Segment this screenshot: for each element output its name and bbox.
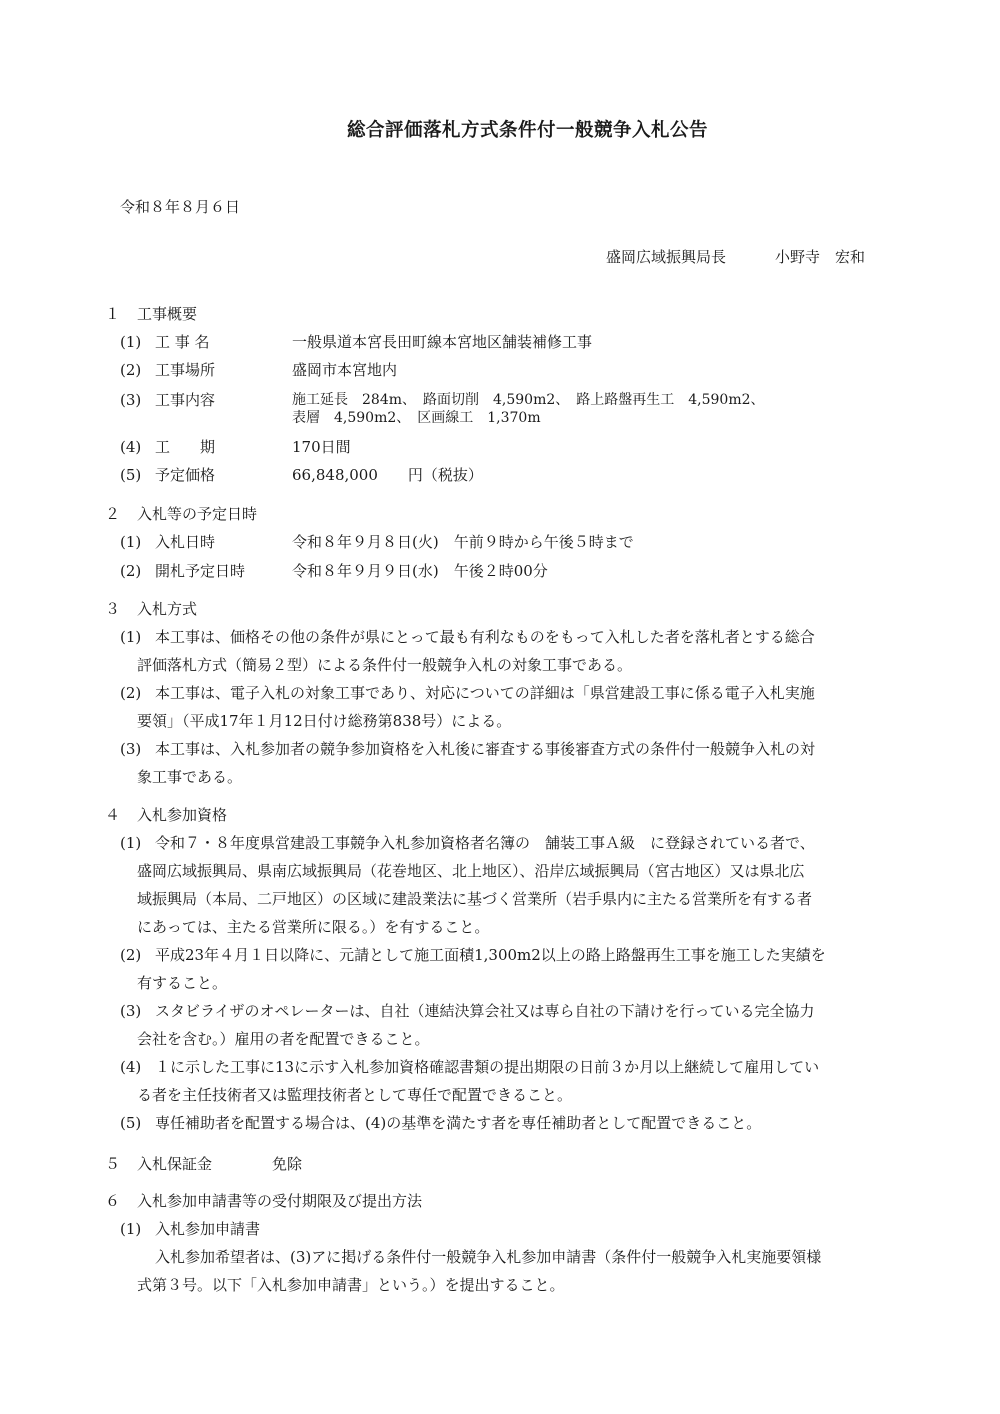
- item-text: 本工事は、入札参加者の競争参加資格を入札後に審査する事後審査方式の条件付一般競争入札の対: [155, 740, 816, 758]
- item-number: (3): [120, 391, 142, 409]
- section-number: ６: [105, 1192, 121, 1210]
- item-number: (1): [120, 333, 142, 351]
- item-value: 施工延長 284m、 路面切削 4,590m2、 路上路盤再生工 4,590m2、: [292, 392, 765, 408]
- item-text: 専任補助者を配置する場合は、(4)の基準を満たす者を専任補助者として配置できること。: [155, 1114, 762, 1132]
- item-text-continued: る者を主任技術者又は監理技術者として専任で配置できること。: [137, 1086, 573, 1104]
- notice-date: 令和８年８月６日: [120, 198, 241, 216]
- item-label: 入札日時: [155, 533, 216, 551]
- issuer-name: 小野寺 宏和: [775, 248, 866, 266]
- item-text: 本工事は、価格その他の条件が県にとって最も有利なものをもって入札した者を落札者とする総合: [155, 628, 815, 646]
- item-number: (1): [120, 1220, 142, 1238]
- item-label: 工事内容: [155, 391, 216, 409]
- item-value: 盛岡市本宮地内: [292, 361, 398, 379]
- item-text-continued: 域振興局（本局、二戸地区）の区域に建設業法に基づく営業所（岩手県内に主たる営業所を有する者: [137, 890, 813, 908]
- section-value: 免除: [272, 1155, 303, 1173]
- item-text-continued: 有すること。: [137, 974, 228, 992]
- section-heading: 入札等の予定日時: [137, 505, 258, 523]
- item-number: (5): [120, 1114, 142, 1132]
- section-heading: 入札保証金: [137, 1155, 213, 1173]
- item-number: (3): [120, 740, 142, 758]
- section-heading: 工事概要: [137, 305, 198, 323]
- item-number: (1): [120, 533, 142, 551]
- item-text-continued: 象工事である。: [137, 768, 243, 786]
- item-number: (2): [120, 562, 142, 580]
- item-number: (3): [120, 1002, 142, 1020]
- item-label: 開札予定日時: [155, 562, 246, 580]
- paragraph-text: 入札参加希望者は、(3)アに掲げる条件付一般競争入札参加申請書（条件付一般競争入札実施要領様: [155, 1248, 822, 1266]
- section-heading: 入札方式: [137, 600, 198, 618]
- section-heading: 入札参加資格: [137, 806, 228, 824]
- item-value: 170日間: [292, 438, 351, 456]
- item-number: (2): [120, 361, 142, 379]
- section-number: ４: [105, 806, 121, 824]
- item-label: 予定価格: [155, 466, 216, 484]
- item-value: 66,848,000 円（税抜）: [292, 466, 483, 484]
- item-number: (4): [120, 438, 142, 456]
- item-number: (1): [120, 834, 142, 852]
- item-text: 令和７・８年度県営建設工事競争入札参加資格者名簿の 舗装工事Ａ級 に登録されている者で、: [155, 834, 815, 852]
- section-number: ２: [105, 505, 121, 523]
- item-label: 工 事 名: [155, 333, 210, 351]
- item-text-continued: 要領」（平成17年１月12日付け総務第838号）による。: [137, 712, 512, 730]
- item-value: 一般県道本宮長田町線本宮地区舗装補修工事: [292, 333, 593, 351]
- item-number: (4): [120, 1058, 142, 1076]
- item-text-continued: 盛岡広域振興局、県南広域振興局（花巻地区、北上地区）、沿岸広域振興局（宮古地区）又は県北広: [137, 862, 805, 880]
- item-text: スタビライザのオペレーターは、自社（連結決算会社又は専ら自社の下請けを行っている完全協力: [155, 1002, 815, 1020]
- notice-title: 総合評価落札方式条件付一般競争入札公告: [346, 120, 708, 141]
- item-value-continued: 表層 4,590m2、 区画線工 1,370m: [292, 410, 541, 426]
- section-number: １: [105, 305, 121, 323]
- item-text-continued: 会社を含む。）雇用の者を配置できること。: [137, 1030, 430, 1048]
- item-text: 平成23年４月１日以降に、元請として施工面積1,300m2以上の路上路盤再生工事を施工した実績を: [155, 946, 826, 964]
- item-number: (5): [120, 466, 142, 484]
- item-value: 令和８年９月８日(火) 午前９時から午後５時まで: [292, 533, 634, 551]
- paragraph-text-continued: 式第３号。以下「入札参加申請書」という。）を提出すること。: [137, 1276, 565, 1294]
- item-label: 工 期: [155, 438, 216, 456]
- item-text-continued: にあっては、主たる営業所に限る。）を有すること。: [137, 918, 490, 936]
- item-label: 入札参加申請書: [155, 1220, 261, 1238]
- issuer-office: 盛岡広域振興局長: [606, 248, 727, 266]
- item-number: (2): [120, 946, 142, 964]
- item-number: (1): [120, 628, 142, 646]
- section-number: ３: [105, 600, 121, 618]
- item-text: 本工事は、電子入札の対象工事であり、対応についての詳細は「県営建設工事に係る電子入札実施: [155, 684, 815, 702]
- item-text: １に示した工事に13に示す入札参加資格確認書類の提出期限の日前３か月以上継続して雇用してい: [155, 1058, 820, 1076]
- item-text-continued: 評価落札方式（簡易２型）による条件付一般競争入札の対象工事である。: [137, 656, 633, 674]
- item-label: 工事場所: [155, 361, 216, 379]
- section-number: ５: [105, 1155, 121, 1173]
- section-heading: 入札参加申請書等の受付期限及び提出方法: [137, 1192, 423, 1210]
- item-value: 令和８年９月９日(水) 午後２時00分: [292, 562, 548, 580]
- item-number: (2): [120, 684, 142, 702]
